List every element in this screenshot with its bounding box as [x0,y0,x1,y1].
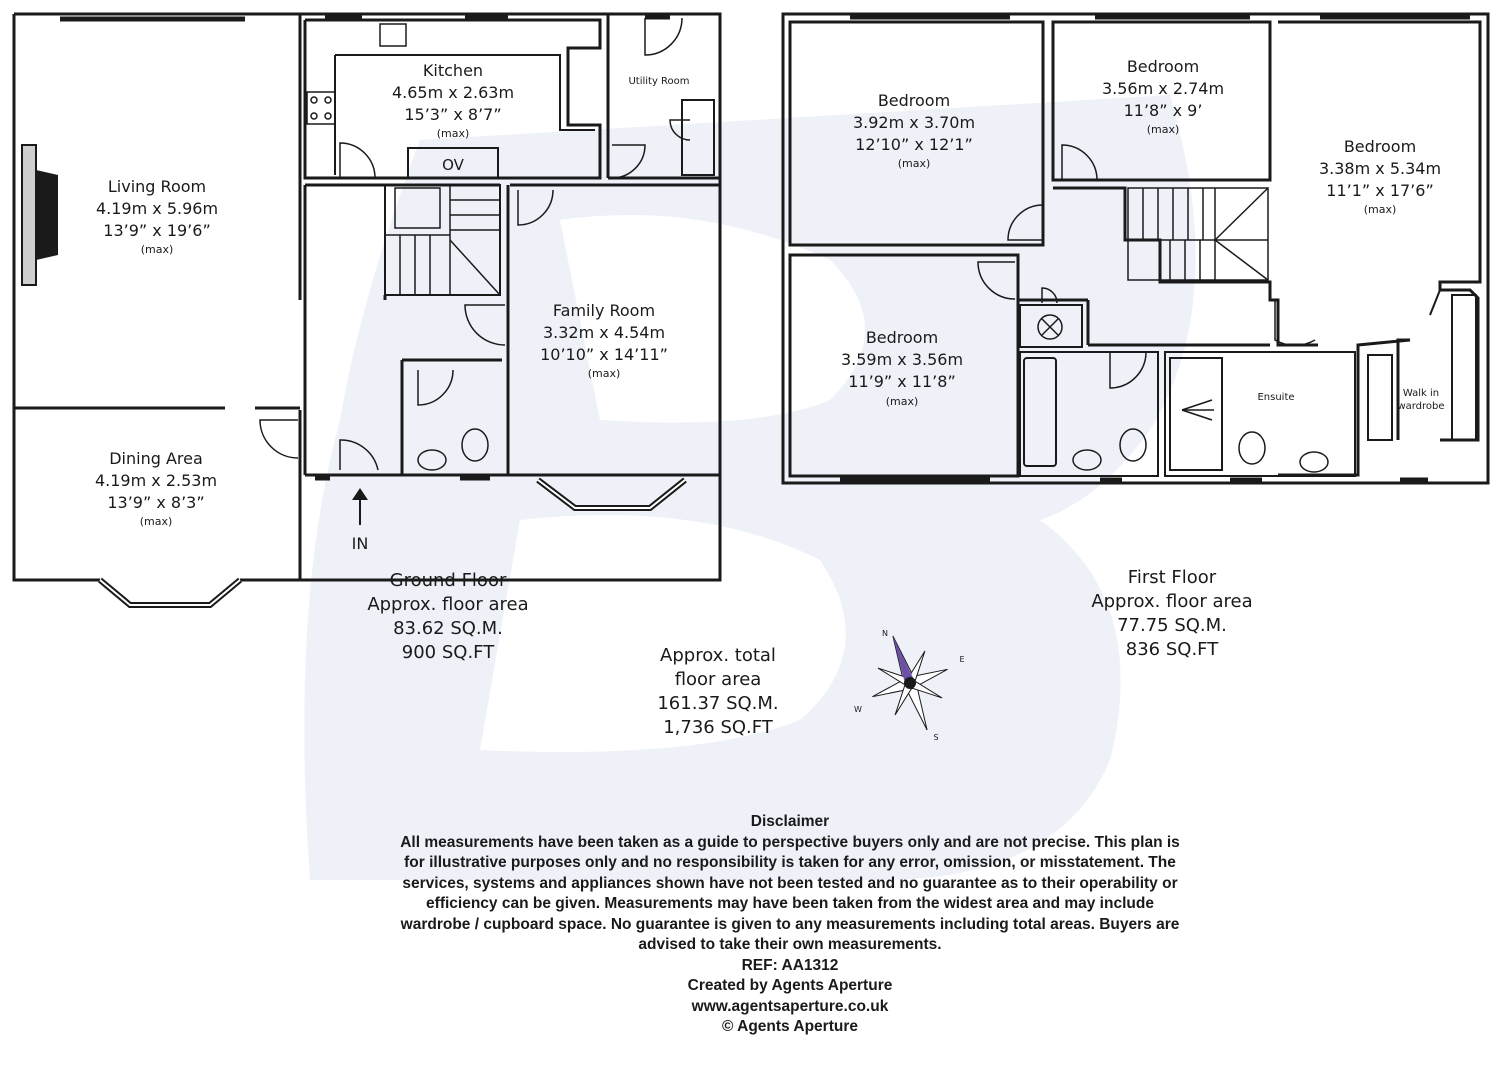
svg-text:Living Room: Living Room [107,177,207,196]
fireplace [22,145,36,285]
svg-text:W: W [854,705,862,714]
wall-bedroom-3 [1278,22,1480,475]
svg-text:11’8” x 9’: 11’8” x 9’ [1123,101,1203,120]
basin [1300,452,1328,472]
svg-text:E: E [959,655,965,664]
bay-window-dining [100,580,240,605]
svg-text:3.38m x 5.34m: 3.38m x 5.34m [1318,159,1442,178]
watermark-logo [304,95,1195,880]
svg-text:900 SQ.FT: 900 SQ.FT [401,642,495,663]
svg-text:Bedroom: Bedroom [865,328,939,347]
svg-text:S: S [933,733,939,742]
svg-text:(max): (max) [885,395,919,408]
svg-text:3.59m x 3.56m: 3.59m x 3.56m [840,350,964,369]
svg-text:(max): (max) [587,367,621,380]
creator-credit: Created by Agents Aperture [687,977,893,994]
sink [380,24,406,46]
svg-text:Bedroom: Bedroom [1126,57,1200,76]
wardrobe-rail [1368,355,1392,440]
room-label-utility-room: Utility Room [628,76,690,87]
svg-text:11’9” x 11’8”: 11’9” x 11’8” [848,372,956,391]
svg-text:(max): (max) [139,515,173,528]
svg-text:Ground Floor: Ground Floor [389,570,507,591]
room-label-kitchen [392,61,514,140]
disclaimer-block [330,812,1250,1038]
room-label-walk-in-wardrobe [1397,388,1444,412]
svg-text:First Floor: First Floor [1127,567,1217,588]
disclaimer-line: for illustrative purposes only and no responsibility is taken for any error, omission, or misstatement. The [404,854,1176,871]
svg-text:Dining Area: Dining Area [109,449,203,468]
svg-text:Family Room: Family Room [552,301,656,320]
svg-text:Approx. floor area: Approx. floor area [367,594,529,615]
svg-text:83.62 SQ.M.: 83.62 SQ.M. [393,618,503,639]
svg-text:15’3” x 8’7”: 15’3” x 8’7” [404,105,502,124]
svg-text:(max): (max) [436,127,470,140]
reference-number: REF: AA1312 [741,956,839,974]
svg-text:836 SQ.FT: 836 SQ.FT [1125,639,1219,660]
disclaimer-title: Disclaimer [750,813,830,830]
svg-text:3.92m x 3.70m: 3.92m x 3.70m [852,113,976,132]
svg-text:4.19m x 5.96m: 4.19m x 5.96m [95,199,219,218]
svg-text:(max): (max) [1146,123,1180,136]
svg-text:10’10” x 14’11”: 10’10” x 14’11” [540,345,668,364]
svg-text:13’9” x 8’3”: 13’9” x 8’3” [107,493,205,512]
hob [307,92,335,124]
room-label-ensuite: Ensuite [1257,392,1295,403]
svg-text:(max): (max) [1363,203,1397,216]
svg-text:wardrobe: wardrobe [1397,401,1445,412]
disclaimer-line: advised to take their own measurements. [638,936,942,953]
disclaimer-line: wardrobe / cupboard space. No guarantee is given to any measurements including total areas. Buyers are [400,915,1180,933]
website-link[interactable]: www.agentsaperture.co.uk [691,997,889,1015]
svg-text:floor area: floor area [674,669,762,690]
svg-text:Approx. floor area: Approx. floor area [1091,591,1253,612]
svg-text:161.37 SQ.M.: 161.37 SQ.M. [657,693,779,714]
room-label-dining-area [95,449,217,528]
svg-text:(max): (max) [897,157,931,170]
svg-text:Bedroom: Bedroom [877,91,951,110]
disclaimer-line: efficiency can be given. Measurements may have been taken from the widest area and may include [426,895,1154,912]
copyright-notice: © Agents Aperture [721,1018,858,1035]
svg-text:4.19m x 2.53m: 4.19m x 2.53m [94,471,218,490]
room-label-bedroom-3 [1319,137,1441,216]
svg-text:3.56m x 2.74m: 3.56m x 2.74m [1101,79,1225,98]
shower-spray [1182,400,1214,420]
fireplace-hearth [36,170,58,260]
svg-text:N: N [882,629,888,638]
svg-text:13’9” x 19’6”: 13’9” x 19’6” [103,221,211,240]
svg-text:4.65m x 2.63m: 4.65m x 2.63m [391,83,515,102]
entrance-label: IN [351,534,369,553]
svg-text:Approx. total: Approx. total [660,645,776,666]
svg-text:Walk in: Walk in [1402,388,1440,399]
room-label-living-room [96,177,218,256]
svg-text:1,736 SQ.FT: 1,736 SQ.FT [663,717,773,738]
svg-text:11’1” x 17’6”: 11’1” x 17’6” [1326,181,1434,200]
svg-text:3.32m x 4.54m: 3.32m x 4.54m [542,323,666,342]
disclaimer-line: services, systems and appliances shown have not been tested and no guarantee as to their operability or [402,874,1178,892]
wardrobe-rail [1452,295,1476,440]
oven-label: OV [442,156,464,174]
svg-text:Kitchen: Kitchen [422,61,484,80]
svg-text:Bedroom: Bedroom [1343,137,1417,156]
svg-text:(max): (max) [140,243,174,256]
disclaimer-line: All measurements have been taken as a guide to perspective buyers only and are not precise. This plan is [400,833,1180,851]
toilet [1239,432,1265,464]
svg-text:12’10” x 12’1”: 12’10” x 12’1” [855,135,973,154]
svg-text:77.75 SQ.M.: 77.75 SQ.M. [1117,615,1227,636]
